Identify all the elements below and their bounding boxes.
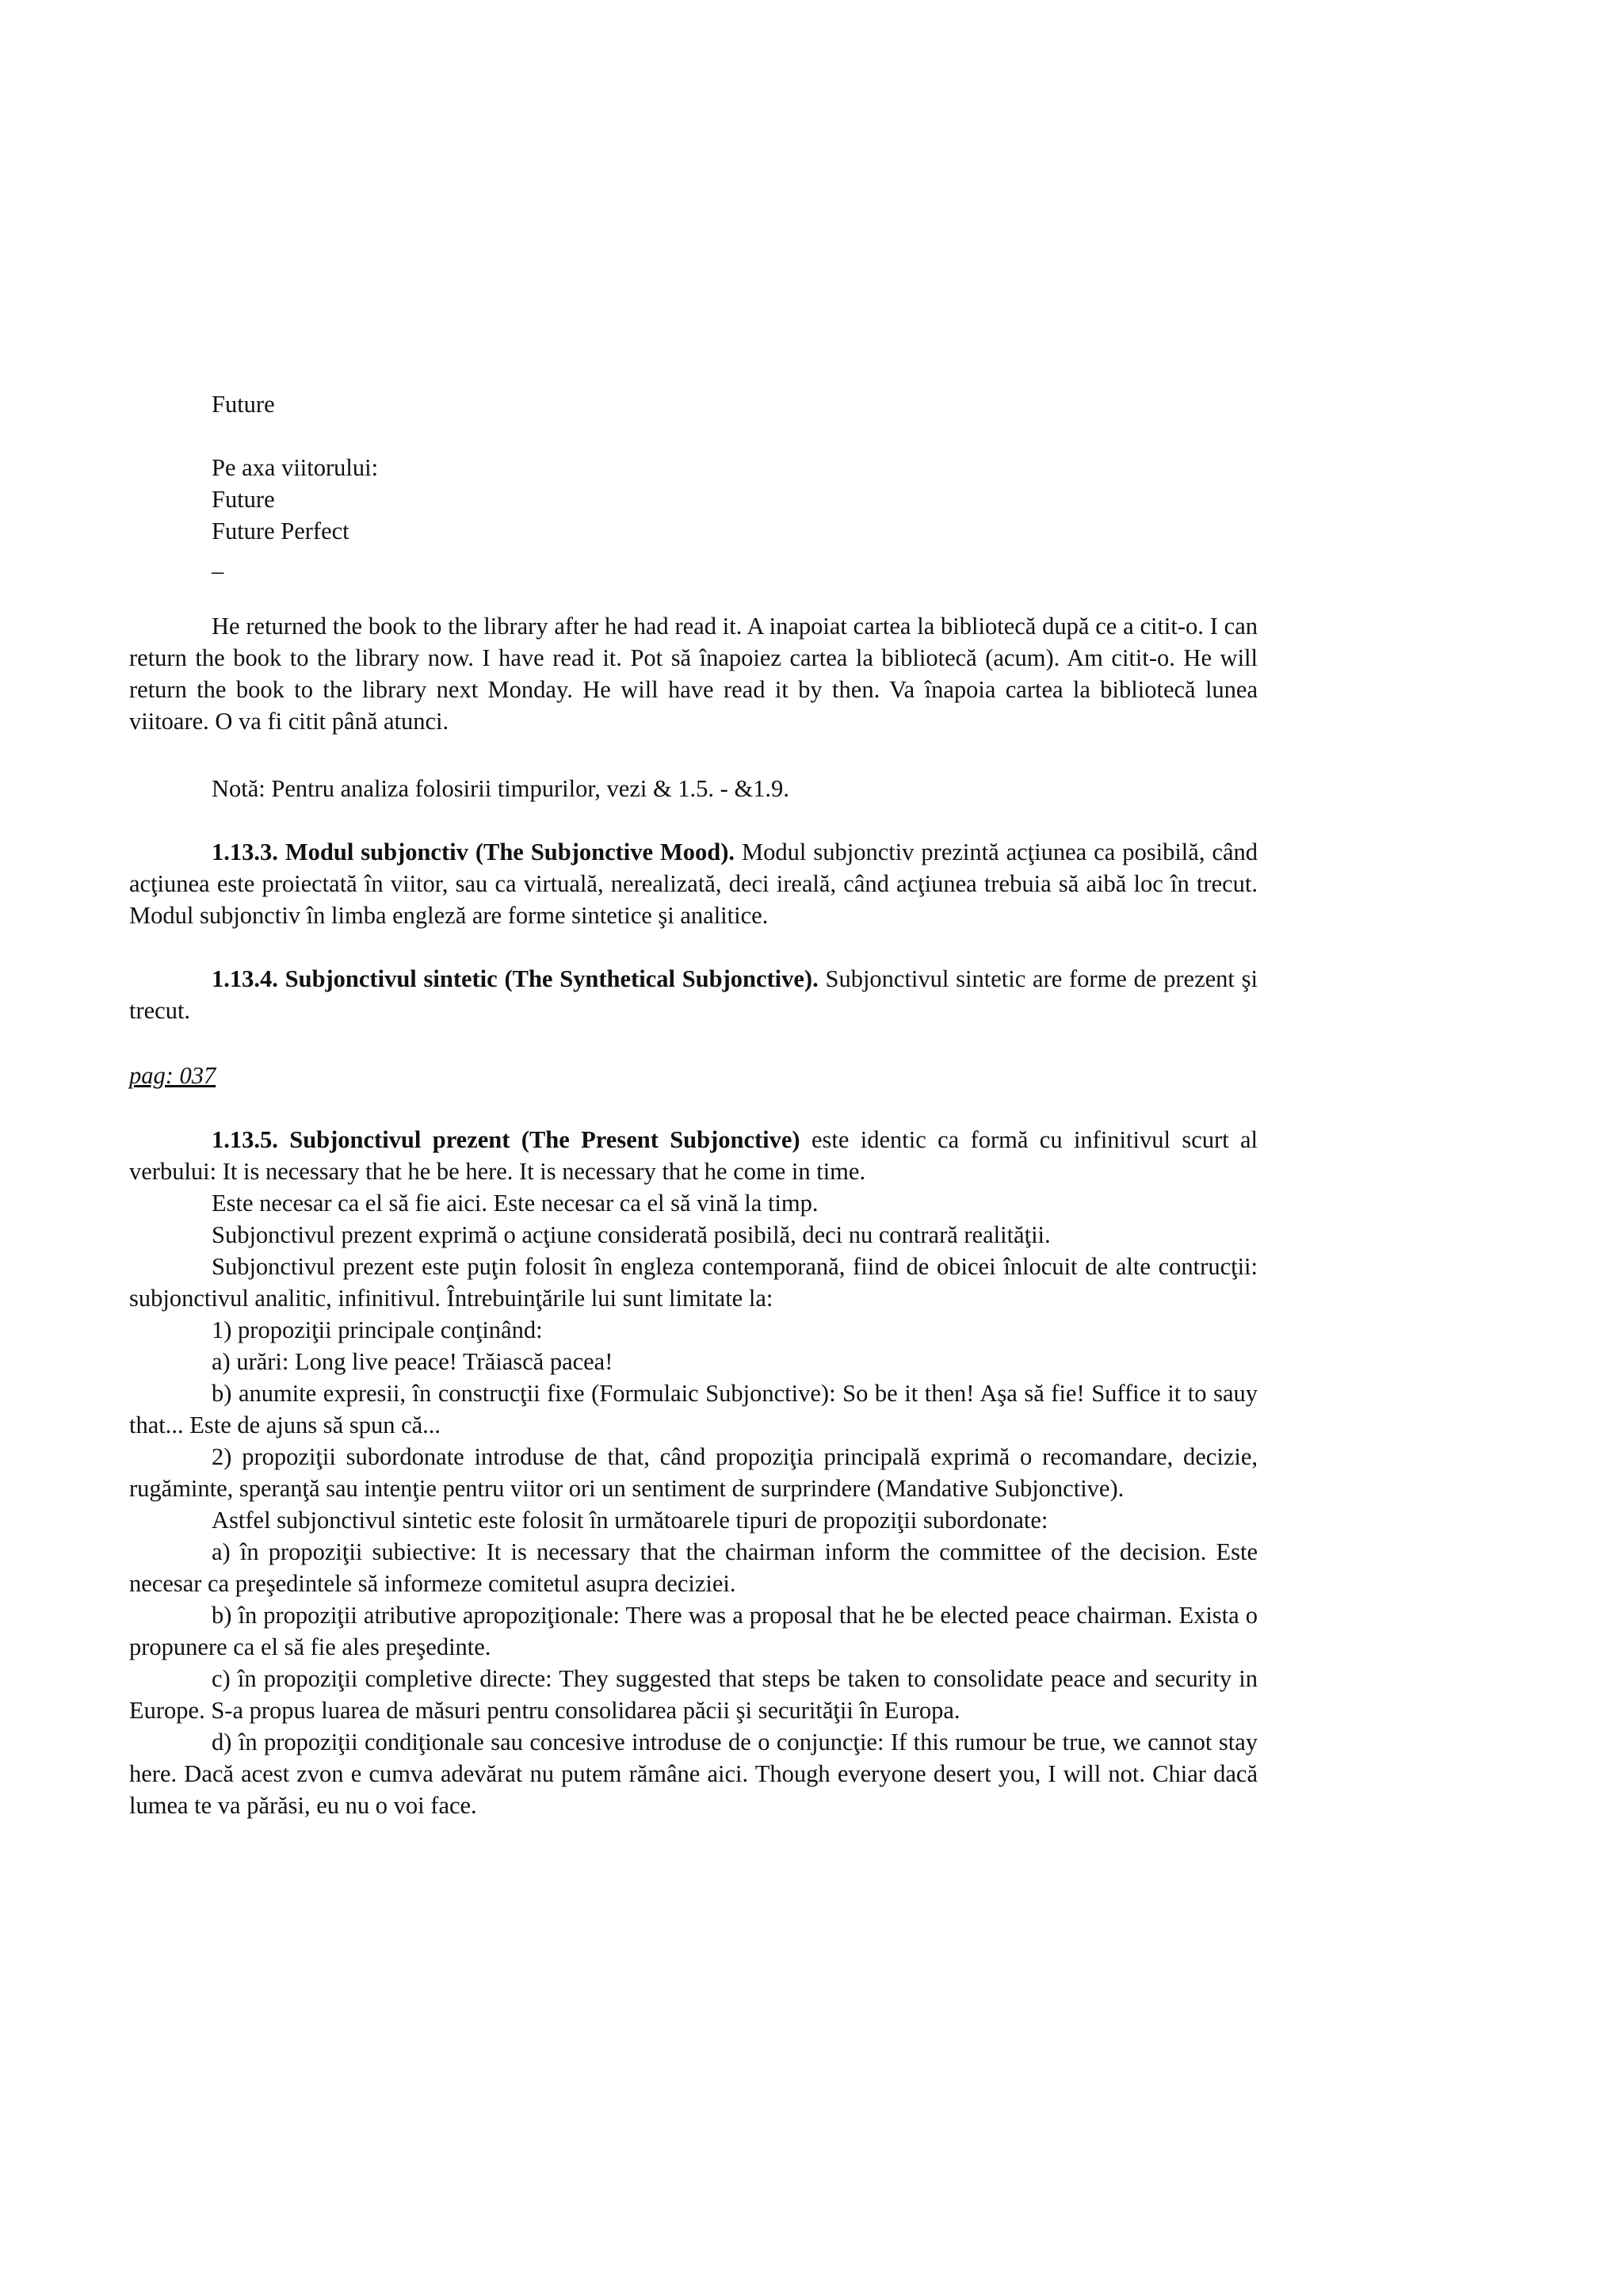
paragraph: Astfel subjonctivul sintetic este folosit în următoarele tipuri de propoziţii subordonate: [212, 1507, 1048, 1534]
page-reference[interactable] [129, 1060, 1258, 1091]
paragraph: c) în propoziţii completive directe: They suggested that steps be taken to consolidate peace and security in Europe. S-a propus luarea de măsuri pentru consolidarea păcii şi securităţii în Europa. [129, 1665, 1258, 1724]
axis-block [129, 452, 1258, 579]
examples-paragraph: He returned the book to the library after he had read it. A inapoiat cartea la bibliotecă după ce a citit-o. I can return the book to the library now. I have read it. Pot să înapoiez cartea la bibliotecă (acum). Am citit-o. He will return the book to the library next Monday. He will have read it by then. Va înapoia cartea la bibliotecă lunea viitoare. O va fi citit până atunci. [129, 613, 1258, 735]
section-body: este identic ca formă cu infinitivul scurt al verbului: It is necessary that he be here. It is necessary that he come in time. [129, 1126, 1258, 1185]
paragraph: b) în propoziţii atributive apropoziţionale: There was a proposal that he be elected peace chairman. Exista o propunere ca el să fie ales preşedinte. [129, 1602, 1258, 1660]
paragraph: Este necesar ca el să fie aici. Este necesar ca el să vină la timp. [212, 1190, 819, 1217]
paragraph: 2) propoziţii subordonate introduse de that, când propoziţia principală exprimă o recomandare, decizie, rugăminte, speranţă sau intenţie pentru viitor ori un sentiment de surprindere (Mandative Subjonctive). [129, 1443, 1258, 1502]
paragraph: Subjonctivul prezent exprimă o acţiune considerată posibilă, deci nu contrară realităţii. [212, 1221, 1051, 1248]
axis-label: Pe axa viitorului: [212, 454, 379, 481]
section-heading: 1.13.4. Subjonctivul sintetic (The Synthetical Subjonctive). [212, 965, 819, 992]
section-body: Subjonctivul sintetic are forme de prezent şi trecut. [129, 965, 1258, 1024]
axis-item: _ [212, 549, 224, 576]
section-heading: 1.13.3. Modul subjonctiv (The Subjonctive Mood). [212, 839, 735, 865]
axis-item: Future [212, 486, 275, 513]
paragraph: a) în propoziţii subiective: It is necessary that the chairman inform the committee of the decision. Este necesar ca preşedintele să informeze comitetul asupra deciziei. [129, 1538, 1258, 1597]
paragraph: d) în propoziţii condiţionale sau concesive introduse de o conjuncţie: If this rumour be true, we cannot stay here. Dacă acest zvon e cumva adevărat nu putem rămâne aici. Though everyone desert you, I will not. Chiar dacă lumea te va părăsi, eu nu o voi face. [129, 1729, 1258, 1819]
page-reference-link[interactable]: pag: 037 [129, 1062, 216, 1089]
paragraph: 1) propoziţii principale conţinând: [212, 1316, 543, 1343]
section-heading: 1.13.5. Subjonctivul prezent (The Present Subjonctive) [212, 1126, 800, 1153]
axis-item: Future Perfect [212, 518, 349, 544]
paragraph: b) anumite expresii, în construcţii fixe (Formulaic Subjonctive): So be it then! Aşa să fie! Suffice it to sauy that... Este de ajuns să spun că... [129, 1380, 1258, 1438]
paragraph: a) urări: Long live peace! Trăiască pacea! [212, 1348, 613, 1375]
section-body: Modul subjonctiv prezintă acţiunea ca posibilă, când acţiunea este proiectată în viitor, sau ca virtuală, nerealizată, deci ireală, când acţiunea trebuia să aibă loc în trecut. Modul subjonctiv în limba engleză are forme sintetice şi analitice. [129, 839, 1258, 929]
future-heading: Future [212, 391, 275, 418]
paragraph: Subjonctivul prezent este puţin folosit în engleza contemporană, fiind de obicei înlocuit de alte contrucţii: subjonctivul analitic, infinitivul. Întrebuinţările lui sunt limitate la: [129, 1253, 1258, 1312]
section-1-13-3 [129, 836, 1258, 931]
present-subjunctive-section [129, 1124, 1258, 1821]
section-1-13-4 [129, 963, 1258, 1026]
section-1-13-5 [129, 1124, 1258, 1187]
note-paragraph: Notă: Pentru analiza folosirii timpurilor, vezi & 1.5. - &1.9. [212, 775, 789, 802]
